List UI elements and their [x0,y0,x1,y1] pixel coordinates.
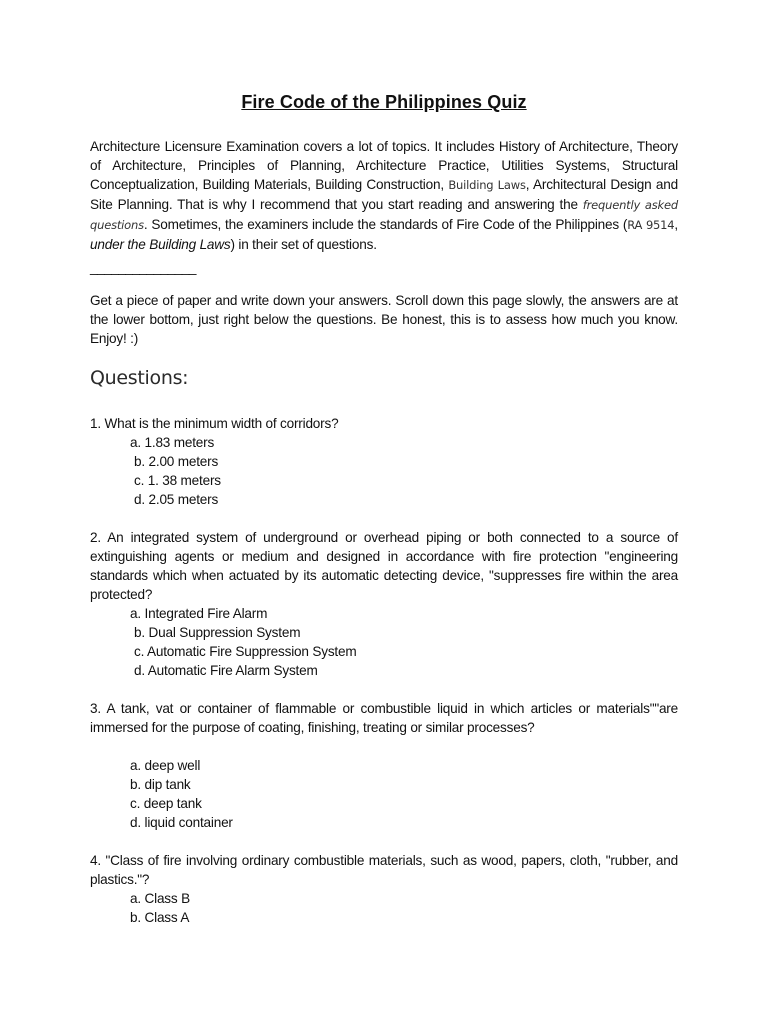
question-3 [90,699,678,832]
instructions-paragraph: Get a piece of paper and write down your answers. Scroll down this page slowly, the answers are at the lower bottom, just right below the questions. Be honest, this is to assess how much you know. Enjoy! :) [90,293,678,346]
intro-text-1: Architecture Licensure Examination covers a lot of topics. It includes History of Architecture, Theory of Architecture, Principles of Planning, Architecture Practice, Utilities Systems, Structural Conceptualization, Building Materials, Building Construction, [90,139,678,192]
page-title: Fire Code of the Philippines Quiz [241,92,527,112]
spacer [90,737,678,756]
question-2-options [90,604,678,680]
option-item: c. deep tank [130,796,202,811]
option-item: b. Dual Suppression System [134,625,301,640]
question-1 [90,414,678,509]
question-2 [90,528,678,680]
option-item: a. Class B [130,891,190,906]
question-4-text: 4. "Class of fire involving ordinary combustible materials, such as wood, papers, cloth, "rubber, and plastics."? [90,853,678,887]
questions-heading: Questions: [90,367,189,389]
option-item: b. 2.00 meters [134,454,219,469]
under-building-laws-text: under the Building Laws [90,237,231,252]
option-item: d. Automatic Fire Alarm System [134,663,318,678]
intro-text-3: . Sometimes, the examiners include the standards of Fire Code of the Philippines ( [143,217,628,232]
option-item: c. 1. 38 meters [134,473,221,488]
question-4 [90,851,678,927]
question-1-options [90,433,678,509]
question-1-text: 1. What is the minimum width of corridors? [90,416,339,431]
ra-9514-reference: RA 9514 [627,218,675,232]
faq-link[interactable]: frequently asked questions [90,198,678,232]
option-item: c. Automatic Fire Suppression System [134,644,357,659]
option-item: d. 2.05 meters [134,492,219,507]
option-item: d. liquid container [130,815,233,830]
option-item: a. deep well [130,758,201,773]
option-item: b. Class A [130,910,190,925]
question-3-options [90,756,678,832]
question-2-text: 2. An integrated system of underground or overhead piping or both connected to a source of extinguishing agents or medium and designed in accordance with fire protection "engineering standards which when actuated by its automatic detecting device, "suppresses fire within the area protected? [90,530,678,602]
intro-text-2: , Architectural Design and Site Planning. That is why I recommend that you start reading and answering the [90,177,679,212]
intro-text-5: ) in their set of questions. [230,237,377,252]
option-item: a. Integrated Fire Alarm [130,606,268,621]
question-3-text: 3. A tank, vat or container of flammable or combustible liquid in which articles or materials""are immersed for the purpose of coating, finishing, treating or similar processes? [90,701,678,735]
question-4-options [90,889,678,927]
intro-text-4: , [674,217,678,232]
building-laws-link[interactable]: Building Laws [448,178,526,192]
option-item: a. 1.83 meters [130,435,215,450]
divider-line: _______________ [90,260,196,275]
intro-paragraph [90,137,678,254]
option-item: b. dip tank [130,777,191,792]
